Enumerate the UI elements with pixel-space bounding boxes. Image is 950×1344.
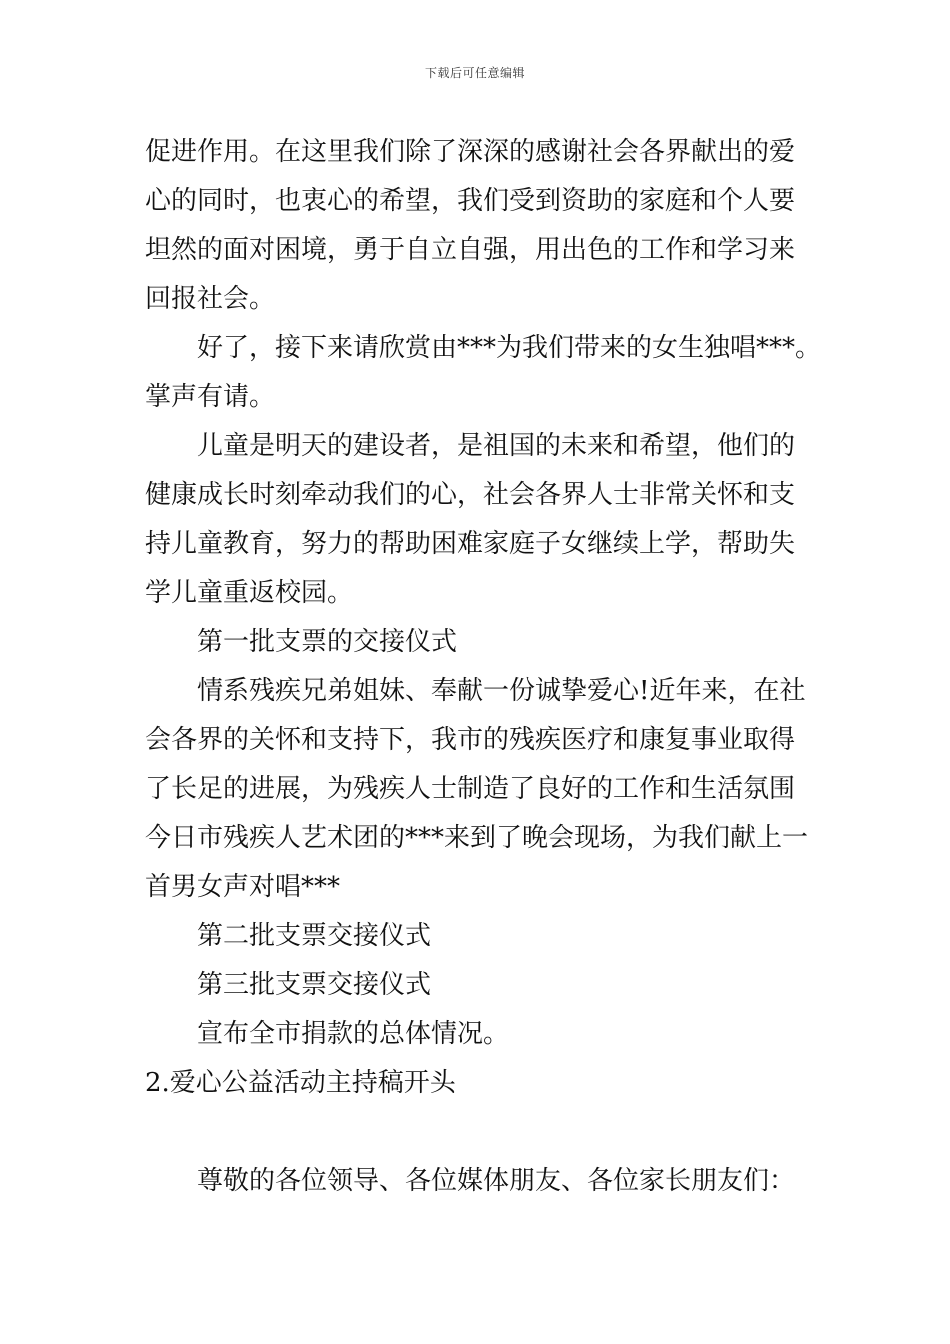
text-line: 了长足的进展，为残疾人士制造了良好的工作和生活氛围 (145, 774, 796, 804)
text-line: 情系残疾兄弟姐妹、奉献一份诚挚爱心!近年来，在社 (197, 676, 806, 706)
text-line: 坦然的面对困境，勇于自立自强，用出色的工作和学习来 (145, 235, 796, 265)
paragraph (145, 422, 810, 618)
text-line: 回报社会。 (145, 284, 276, 314)
text-line: 持儿童教育，努力的帮助困难家庭子女继续上学，帮助失 (145, 529, 796, 559)
paragraph: 第二批支票交接仪式 (197, 921, 432, 951)
text-line: 今日市残疾人艺术团的***来到了晚会现场，为我们献上一 (145, 823, 809, 853)
paragraph (145, 667, 810, 912)
paragraph (145, 128, 810, 324)
text-line: 好了，接下来请欣赏由***为我们带来的女生独唱***。 (197, 333, 822, 363)
paragraph (145, 324, 822, 422)
text-line: 掌声有请。 (145, 382, 276, 412)
blank-line (145, 1108, 810, 1157)
text-line: 学儿童重返校园。 (145, 578, 354, 608)
page-header-note: 下载后可任意编辑 (424, 66, 525, 80)
text-line: 健康成长时刻牵动我们的心，社会各界人士非常关怀和支 (145, 480, 796, 510)
section-heading: 2.爱心公益活动主持稿开头 (145, 1068, 456, 1098)
paragraph: 宣布全市捐款的总体情况。 (197, 1019, 510, 1049)
paragraph: 第一批支票的交接仪式 (197, 627, 458, 657)
text-line: 儿童是明天的建设者，是祖国的未来和希望，他们的 (197, 431, 796, 461)
text-line: 心的同时，也衷心的希望，我们受到资助的家庭和个人要 (145, 186, 796, 216)
text-line: 首男女声对唱*** (145, 872, 341, 902)
greeting: 尊敬的各位领导、各位媒体朋友、各位家长朋友们： (197, 1166, 796, 1196)
text-line: 促进作用。在这里我们除了深深的感谢社会各界献出的爱 (145, 137, 796, 167)
document-body (145, 128, 822, 1206)
text-line: 会各界的关怀和支持下，我市的残疾医疗和康复事业取得 (145, 725, 796, 755)
paragraph: 第三批支票交接仪式 (197, 970, 432, 1000)
